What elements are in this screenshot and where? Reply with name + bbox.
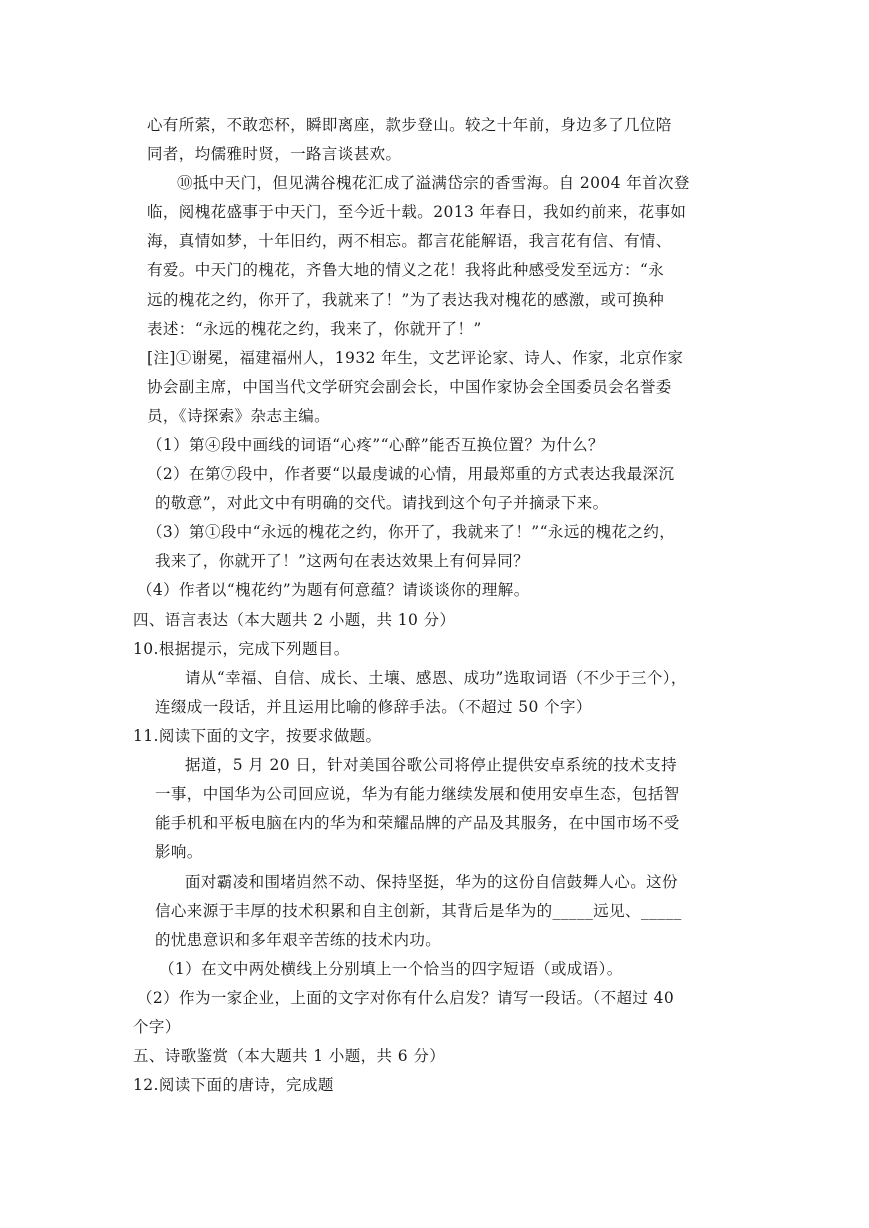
question-11-2-cont: 个字） (133, 1018, 181, 1036)
question-9-4: （4）作者以“槐花约”为题有何意蕴？请谈谈你的理解。 (137, 581, 530, 599)
passage-line: 远的槐花之约，你开了，我就来了！”为了表达我对槐花的感激，或可换种 (147, 291, 665, 309)
question-9-3: （3）第①段中“永远的槐花之约，你开了，我就来了！”“永远的槐花之约， (147, 523, 676, 541)
question-9-2-cont: 的敬意”，对此文中有明确的交代。请找到这个句子并摘录下来。 (155, 494, 609, 512)
passage-line: 心有所萦，不敢恋杯，瞬即离座，款步登山。较之十年前，身边多了几位陪 (147, 116, 672, 134)
question-11-para1-line: 能手机和平板电脑在内的华为和荣耀品牌的产品及其服务，在中国市场不受 (155, 814, 680, 832)
question-11-2: （2）作为一家企业，上面的文字对你有什么启发？请写一段话。（不超过 40 (137, 989, 675, 1007)
passage-line: 临，阅槐花盛事于中天门，至今近十载。2013 年春日，我如约前来，花事如 (147, 203, 687, 221)
footnote-line: 协会副主席，中国当代文学研究会副会长，中国作家协会全国委员会名誉委 (147, 378, 672, 396)
passage-line: 同者，均儒雅时贤，一路言谈甚欢。 (147, 145, 402, 163)
question-9-3-cont: 我来了，你就开了！”这两句在表达效果上有何异同？ (155, 552, 530, 570)
question-10-line: 请从“幸福、自信、成长、土壤、感恩、成功”选取词语（不少于三个）， (185, 669, 687, 687)
question-11-1: （1）在文中两处横线上分别填上一个恰当的四字短语（或成语）。 (159, 960, 623, 978)
section-4-title: 四、语言表达（本大题共 2 小题，共 10 分） (133, 611, 456, 629)
question-10-line: 连缀成一段话，并且运用比喻的修辞手法。（不超过 50 个字） (155, 698, 592, 716)
passage-line: 海，真情如梦，十年旧约，两不相忘。都言花能解语，我言花有信、有情、 (147, 232, 672, 250)
question-9-2: （2）在第⑦段中，作者要“以最虔诚的心情，用最郑重的方式表达我最深沉 (147, 465, 675, 483)
passage-line: 有爱。中天门的槐花，齐鲁大地的情义之花！我将此种感受发至远方：“永 (147, 261, 665, 279)
question-12-stem: 12.阅读下面的唐诗，完成题 (133, 1076, 334, 1094)
footnote-line: [注]①谢冕，福建福州人，1932 年生，文艺评论家、诗人、作家，北京作家 (147, 349, 684, 367)
question-10-stem: 10.根据提示，完成下列题目。 (133, 640, 350, 658)
question-11-para2-line: 信心来源于丰厚的技术积累和自主创新，其背后是华为的_____远见、_____ (155, 902, 682, 920)
footnote-line: 员，《诗探索》杂志主编。 (147, 407, 331, 425)
question-11-para1-line: 据道，5 月 20 日，针对美国谷歌公司将停止提供安卓系统的技术支持 (185, 756, 677, 774)
passage-line: 表述：“永远的槐花之约，我来了，你就开了！” (147, 320, 482, 338)
passage-line: ⑩抵中天门，但见满谷槐花汇成了溢满岱宗的香雪海。自 2004 年首次登 (177, 174, 690, 192)
question-11-para2-line: 面对霸凌和围堵岿然不动、保持坚挺，华为的这份自信鼓舞人心。这份 (185, 873, 678, 891)
question-11-para1-line: 影响。 (155, 843, 203, 861)
question-11-para2-line: 的忧患意识和多年艰辛苦练的技术内功。 (155, 931, 442, 949)
question-11-para1-line: 一事，中国华为公司回应说，华为有能力继续发展和使用安卓生态，包括智 (155, 785, 680, 803)
question-9-1: （1）第④段中画线的词语“心疼”“心醉”能否互换位置？为什么？ (147, 436, 604, 454)
question-11-stem: 11.阅读下面的文字，按要求做题。 (133, 727, 382, 745)
section-5-title: 五、诗歌鉴赏（本大题共 1 小题，共 6 分） (133, 1047, 446, 1065)
